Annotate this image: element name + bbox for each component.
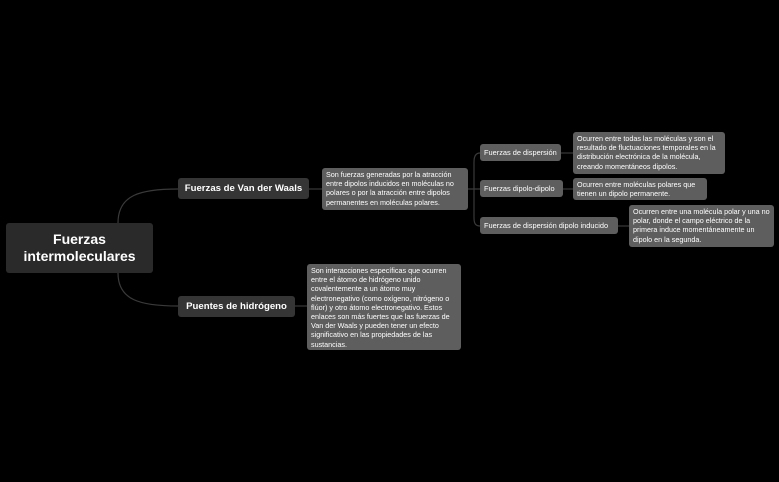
puentes-de-hidrogeno-description[interactable]: Son interacciones específicas que ocurren entre el átomo de hidrógeno unido covalentemente a un átomo muy electronegativo (como oxígeno, nitrógeno o flúor) y otro átomo electronegativo. Estos enlaces son más fuertes que las fuerzas de Van der Waals y pueden tener un efecto significativo en las propiedades de las sustancias. — [307, 264, 461, 350]
van-der-waals-description[interactable]: Son fuerzas generadas por la atracción entre dipolos inducidos en moléculas no polares o por la atracción entre dipolos permanentes en moléculas polares. — [322, 168, 468, 210]
subtopic-dispersion[interactable]: Fuerzas de dispersión — [480, 144, 561, 161]
root-topic[interactable]: Fuerzas intermoleculares — [6, 223, 153, 273]
dispersion-description[interactable]: Ocurren entre todas las moléculas y son el resultado de fluctuaciones temporales en la distribución electrónica de la molécula, creando momentáneos dipolos. — [573, 132, 725, 174]
dipolo-dipolo-description[interactable]: Ocurren entre moléculas polares que tienen un dipolo permanente. — [573, 178, 707, 200]
topic-van-der-waals[interactable]: Fuerzas de Van der Waals — [178, 178, 309, 199]
subtopic-dipolo-dipolo[interactable]: Fuerzas dipolo-dipolo — [480, 180, 563, 197]
dispersion-dipolo-inducido-description[interactable]: Ocurren entre una molécula polar y una no polar, donde el campo eléctrico de la primera induce momentáneamente un dipolo en la segunda. — [629, 205, 774, 247]
subtopic-dispersion-dipolo-inducido[interactable]: Fuerzas de dispersión dipolo inducido — [480, 217, 618, 234]
link-root-puentes — [118, 273, 178, 306]
topic-puentes-de-hidrogeno[interactable]: Puentes de hidrógeno — [178, 296, 295, 317]
link-desc-children — [468, 153, 480, 226]
link-root-vanderwaals — [118, 189, 178, 223]
